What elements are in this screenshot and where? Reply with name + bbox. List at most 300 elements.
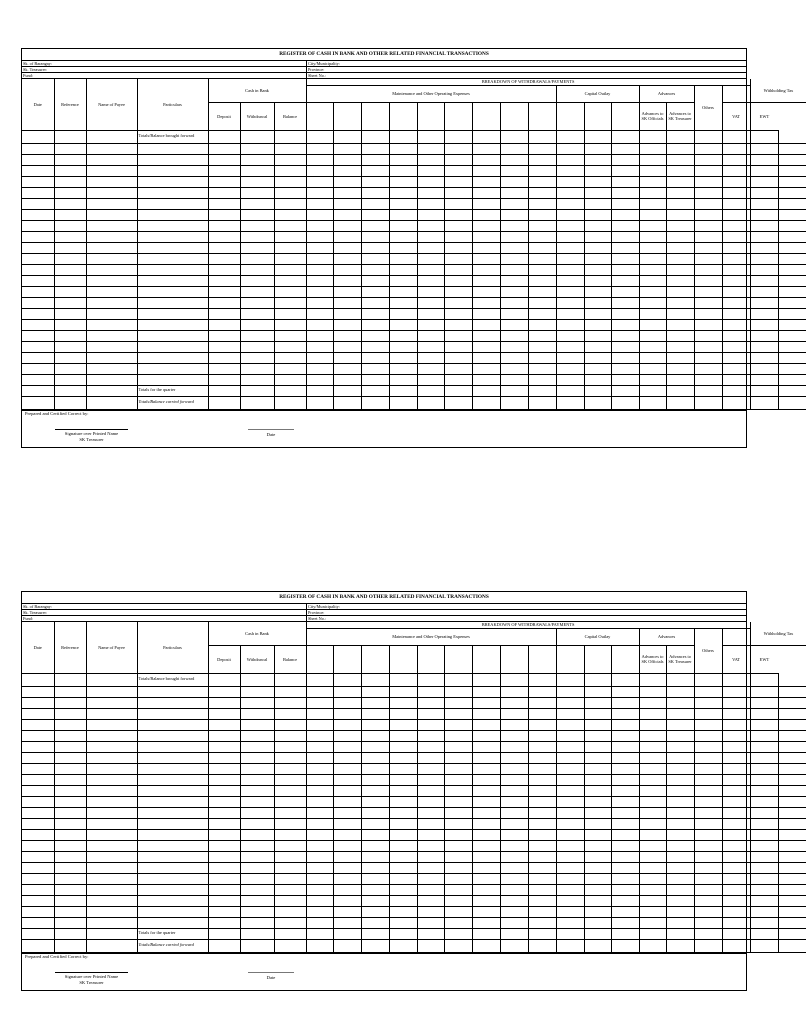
- table-cell: [444, 396, 472, 409]
- form-title: REGISTER OF CASH IN BANK AND OTHER RELATED FINANCIAL TRANSACTIONS: [22, 49, 746, 61]
- table-cell: [722, 752, 750, 763]
- table-cell: [722, 385, 750, 396]
- table-cell: [306, 286, 333, 297]
- table-cell: [54, 829, 86, 840]
- province-label: Province:: [308, 610, 325, 615]
- table-cell: [528, 917, 556, 928]
- table-cell: [306, 264, 333, 275]
- table-cell: [361, 374, 389, 385]
- table-cell: [611, 917, 639, 928]
- table-cell: [86, 231, 137, 242]
- table-cell: [86, 906, 137, 917]
- table-cell: [778, 752, 806, 763]
- table-cell: [22, 187, 54, 198]
- table-cell: [389, 286, 417, 297]
- table-cell: [722, 774, 750, 785]
- table-cell: [417, 763, 444, 774]
- table-cell: [361, 917, 389, 928]
- table-cell: [240, 917, 274, 928]
- table-cell: [240, 143, 274, 154]
- table-cell: [208, 220, 240, 231]
- table-cell: [639, 209, 666, 220]
- date-label: Date: [266, 431, 276, 437]
- table-cell: [240, 884, 274, 895]
- table-cell: [778, 231, 806, 242]
- table-cell: [750, 730, 778, 741]
- table-cell: [208, 341, 240, 352]
- table-cell: [86, 873, 137, 884]
- table-row: [22, 220, 806, 231]
- table-cell: [611, 708, 639, 719]
- table-row: [22, 352, 806, 363]
- table-cell: [666, 719, 694, 730]
- table-cell: [208, 763, 240, 774]
- table-cell: [528, 840, 556, 851]
- table-cell: [208, 895, 240, 906]
- table-cell: [639, 829, 666, 840]
- table-cell: [361, 906, 389, 917]
- table-cell: [208, 752, 240, 763]
- table-cell: [584, 209, 611, 220]
- table-cell: [417, 840, 444, 851]
- table-cell: [208, 884, 240, 895]
- table-cell: [333, 396, 361, 409]
- table-cell: [274, 818, 306, 829]
- table-cell: [86, 176, 137, 187]
- table-cell: [750, 906, 778, 917]
- table-cell: [208, 187, 240, 198]
- table-cell: [274, 319, 306, 330]
- table-cell: [137, 187, 208, 198]
- table-cell: [584, 297, 611, 308]
- table-cell: [556, 884, 584, 895]
- table-cell: [54, 884, 86, 895]
- table-cell: [389, 209, 417, 220]
- table-cell: [500, 341, 528, 352]
- table-cell: [722, 818, 750, 829]
- table-cell: [556, 796, 584, 807]
- table-cell: [722, 829, 750, 840]
- table-cell: [274, 785, 306, 796]
- table-cell: [417, 752, 444, 763]
- table-cell: [240, 862, 274, 873]
- table-cell: [722, 297, 750, 308]
- table-cell: [528, 928, 556, 939]
- table-cell: [22, 873, 54, 884]
- table-cell: [306, 862, 333, 873]
- table-cell: [500, 231, 528, 242]
- table-cell: [694, 840, 722, 851]
- table-cell: [389, 187, 417, 198]
- table-cell: [778, 341, 806, 352]
- table-cell: [417, 308, 444, 319]
- table-cell: [54, 719, 86, 730]
- table-cell: [444, 807, 472, 818]
- table-cell: [22, 396, 54, 409]
- table-cell: [22, 330, 54, 341]
- sk-treasurer-label: Sk. Treasurer:: [23, 67, 48, 72]
- col-header-deposit: Deposit: [208, 102, 240, 130]
- table-cell: [556, 319, 584, 330]
- mooe-col: [333, 102, 361, 130]
- form-footer: [22, 410, 746, 447]
- table-cell: [389, 154, 417, 165]
- table-cell: [306, 253, 333, 264]
- table-cell: [528, 330, 556, 341]
- table-cell: [472, 741, 500, 752]
- table-cell: [54, 928, 86, 939]
- table-cell: [389, 143, 417, 154]
- table-cell: [22, 374, 54, 385]
- table-cell: [22, 939, 54, 952]
- table-cell: [389, 774, 417, 785]
- table-cell: [472, 231, 500, 242]
- table-cell: [778, 807, 806, 818]
- table-cell: [778, 939, 806, 952]
- table-row-totals: [22, 928, 806, 939]
- table-cell: [240, 928, 274, 939]
- table-cell: [417, 829, 444, 840]
- table-cell: [306, 851, 333, 862]
- table-cell: [274, 873, 306, 884]
- table-cell: [240, 829, 274, 840]
- table-cell: [500, 862, 528, 873]
- col-header-adv-officials: Advances to SK Officials: [639, 645, 666, 673]
- col-header-capital-outlay: Capital Outlay: [556, 85, 639, 102]
- table-cell: [528, 895, 556, 906]
- table-cell: [306, 807, 333, 818]
- table-cell: [528, 385, 556, 396]
- table-cell: [778, 862, 806, 873]
- table-cell: [472, 840, 500, 851]
- table-cell: [54, 275, 86, 286]
- table-cell: [556, 130, 584, 143]
- table-cell: [417, 796, 444, 807]
- table-cell: [274, 673, 306, 686]
- table-cell: [22, 697, 54, 708]
- table-cell: [666, 385, 694, 396]
- table-cell: [444, 374, 472, 385]
- table-cell: [361, 154, 389, 165]
- table-cell: [694, 308, 722, 319]
- table-cell: [240, 352, 274, 363]
- table-cell: [444, 341, 472, 352]
- table-cell: [750, 374, 778, 385]
- table-cell: [778, 840, 806, 851]
- table-cell: [722, 253, 750, 264]
- table-cell: [666, 198, 694, 209]
- table-cell: [389, 673, 417, 686]
- table-cell: [444, 873, 472, 884]
- table-cell: [208, 198, 240, 209]
- table-cell: [778, 673, 806, 686]
- table-cell: [208, 807, 240, 818]
- table-row: [22, 319, 806, 330]
- table-row: [22, 917, 806, 928]
- table-cell: [584, 906, 611, 917]
- table-cell: [639, 939, 666, 952]
- table-cell: [750, 396, 778, 409]
- table-cell: [722, 708, 750, 719]
- table-cell: [528, 374, 556, 385]
- table-cell: [240, 939, 274, 952]
- table-cell: [694, 264, 722, 275]
- table-cell: [389, 396, 417, 409]
- table-cell: [778, 895, 806, 906]
- table-cell: [240, 130, 274, 143]
- table-cell: [208, 873, 240, 884]
- table-cell: [54, 209, 86, 220]
- table-cell: [778, 264, 806, 275]
- table-cell: [137, 829, 208, 840]
- table-cell: [472, 374, 500, 385]
- table-cell: [274, 396, 306, 409]
- table-cell: [584, 708, 611, 719]
- table-cell: [666, 807, 694, 818]
- table-cell: [54, 130, 86, 143]
- col-header-capital-outlay: Capital Outlay: [556, 628, 639, 645]
- table-cell: [694, 818, 722, 829]
- table-cell: [750, 851, 778, 862]
- table-cell: [306, 708, 333, 719]
- table-row: [22, 708, 806, 719]
- table-cell: [417, 253, 444, 264]
- table-cell: [361, 330, 389, 341]
- table-cell: [306, 763, 333, 774]
- table-cell: [137, 198, 208, 209]
- col-header-reference: Reference: [54, 622, 86, 673]
- table-cell: [666, 939, 694, 952]
- table-cell: [444, 917, 472, 928]
- table-row: [22, 686, 806, 697]
- table-row: [22, 818, 806, 829]
- table-row: [22, 752, 806, 763]
- col-header-particulars: Particulars: [137, 79, 208, 130]
- table-cell: [444, 275, 472, 286]
- table-cell: [137, 686, 208, 697]
- table-cell: [274, 297, 306, 308]
- table-cell: [208, 308, 240, 319]
- table-cell: [333, 763, 361, 774]
- table-cell: [694, 730, 722, 741]
- table-cell: [750, 708, 778, 719]
- table-cell: [778, 253, 806, 264]
- table-cell: [584, 673, 611, 686]
- table-cell: [274, 286, 306, 297]
- table-cell: [306, 308, 333, 319]
- table-cell: [556, 198, 584, 209]
- table-cell: [137, 352, 208, 363]
- table-cell: [750, 873, 778, 884]
- table-cell: [528, 275, 556, 286]
- table-cell: [584, 763, 611, 774]
- table-cell: [584, 840, 611, 851]
- prepared-by-label: Prepared and Certified Correct by:: [25, 953, 89, 959]
- table-cell: [639, 697, 666, 708]
- table-cell: [750, 895, 778, 906]
- table-cell: [274, 763, 306, 774]
- table-cell: [274, 895, 306, 906]
- table-cell: [361, 708, 389, 719]
- table-cell: [274, 363, 306, 374]
- table-cell: [306, 719, 333, 730]
- table-cell: [694, 330, 722, 341]
- table-cell: [584, 231, 611, 242]
- table-cell: [778, 352, 806, 363]
- table-cell: [500, 352, 528, 363]
- table-cell: [54, 187, 86, 198]
- table-cell: [584, 385, 611, 396]
- table-cell: [472, 209, 500, 220]
- table-cell: [778, 774, 806, 785]
- table-cell: [137, 730, 208, 741]
- table-cell: [417, 154, 444, 165]
- table-cell: [417, 673, 444, 686]
- table-cell: [361, 673, 389, 686]
- table-cell: [54, 840, 86, 851]
- table-cell: [472, 187, 500, 198]
- table-cell: [472, 198, 500, 209]
- table-cell: [333, 319, 361, 330]
- table-cell: [389, 752, 417, 763]
- table-cell: [611, 286, 639, 297]
- table-cell: [208, 673, 240, 686]
- table-cell: [333, 198, 361, 209]
- table-cell: [389, 220, 417, 231]
- table-cell: [444, 143, 472, 154]
- table-cell: [54, 297, 86, 308]
- table-cell: [389, 906, 417, 917]
- table-cell: [389, 130, 417, 143]
- particulars-cell: Totals/Balance brought forward: [137, 130, 208, 143]
- table-cell: [750, 884, 778, 895]
- table-cell: [666, 275, 694, 286]
- table-cell: [639, 231, 666, 242]
- table-cell: [208, 165, 240, 176]
- table-row: [22, 906, 806, 917]
- table-cell: [274, 130, 306, 143]
- table-row: [22, 286, 806, 297]
- table-cell: [137, 796, 208, 807]
- table-cell: [306, 396, 333, 409]
- table-cell: [639, 895, 666, 906]
- table-cell: [361, 341, 389, 352]
- table-cell: [750, 741, 778, 752]
- table-cell: [306, 231, 333, 242]
- col-header-cash-in-bank: Cash in Bank: [208, 622, 306, 645]
- table-cell: [86, 785, 137, 796]
- table-cell: [86, 928, 137, 939]
- table-cell: [444, 851, 472, 862]
- table-cell: [208, 209, 240, 220]
- capital-col: [556, 102, 584, 130]
- table-cell: [556, 741, 584, 752]
- register-table: [22, 622, 806, 953]
- table-cell: [137, 319, 208, 330]
- table-cell: [306, 873, 333, 884]
- table-cell: [500, 851, 528, 862]
- table-cell: [54, 242, 86, 253]
- table-cell: [389, 176, 417, 187]
- table-cell: [137, 154, 208, 165]
- table-cell: [528, 686, 556, 697]
- table-cell: [611, 308, 639, 319]
- table-cell: [611, 840, 639, 851]
- table-cell: [500, 253, 528, 264]
- table-cell: [584, 330, 611, 341]
- table-cell: [417, 264, 444, 275]
- table-cell: [361, 818, 389, 829]
- table-cell: [444, 385, 472, 396]
- table-cell: [54, 165, 86, 176]
- table-cell: [389, 829, 417, 840]
- mooe-col: [444, 102, 472, 130]
- table-cell: [137, 818, 208, 829]
- table-cell: [556, 209, 584, 220]
- table-cell: [389, 697, 417, 708]
- table-cell: [444, 752, 472, 763]
- table-cell: [417, 209, 444, 220]
- table-cell: [86, 297, 137, 308]
- form-title: REGISTER OF CASH IN BANK AND OTHER RELATED FINANCIAL TRANSACTIONS: [22, 592, 746, 604]
- table-cell: [472, 873, 500, 884]
- table-cell: [778, 741, 806, 752]
- table-cell: [54, 286, 86, 297]
- table-cell: [556, 829, 584, 840]
- table-cell: [240, 752, 274, 763]
- table-cell: [274, 917, 306, 928]
- col-header-mooe: Maintenance and Other Operating Expenses: [306, 628, 556, 645]
- table-cell: [86, 774, 137, 785]
- table-cell: [500, 840, 528, 851]
- table-cell: [722, 341, 750, 352]
- table-cell: [528, 352, 556, 363]
- sheet-no-label: Sheet No.:: [308, 73, 327, 78]
- table-cell: [639, 673, 666, 686]
- table-cell: [274, 264, 306, 275]
- capital-col: [556, 645, 584, 673]
- table-cell: [333, 308, 361, 319]
- table-cell: [240, 176, 274, 187]
- table-cell: [611, 253, 639, 264]
- table-cell: [500, 895, 528, 906]
- table-cell: [500, 165, 528, 176]
- table-cell: [666, 917, 694, 928]
- table-cell: [22, 154, 54, 165]
- table-cell: [361, 686, 389, 697]
- table-cell: [208, 143, 240, 154]
- table-cell: [584, 719, 611, 730]
- table-cell: [694, 352, 722, 363]
- col-header-adv-treasurer: Advances to SK Treasurer: [666, 645, 694, 673]
- table-cell: [22, 253, 54, 264]
- table-cell: [274, 719, 306, 730]
- table-cell: [444, 673, 472, 686]
- table-cell: [694, 253, 722, 264]
- table-cell: [444, 697, 472, 708]
- table-cell: [500, 730, 528, 741]
- table-cell: [389, 807, 417, 818]
- table-cell: [666, 741, 694, 752]
- mooe-col: [528, 102, 556, 130]
- table-cell: [722, 154, 750, 165]
- table-cell: [694, 396, 722, 409]
- table-cell: [556, 187, 584, 198]
- table-cell: [208, 253, 240, 264]
- table-cell: [666, 730, 694, 741]
- signature-role-label: SK Treasurer: [79, 436, 104, 442]
- table-cell: [500, 917, 528, 928]
